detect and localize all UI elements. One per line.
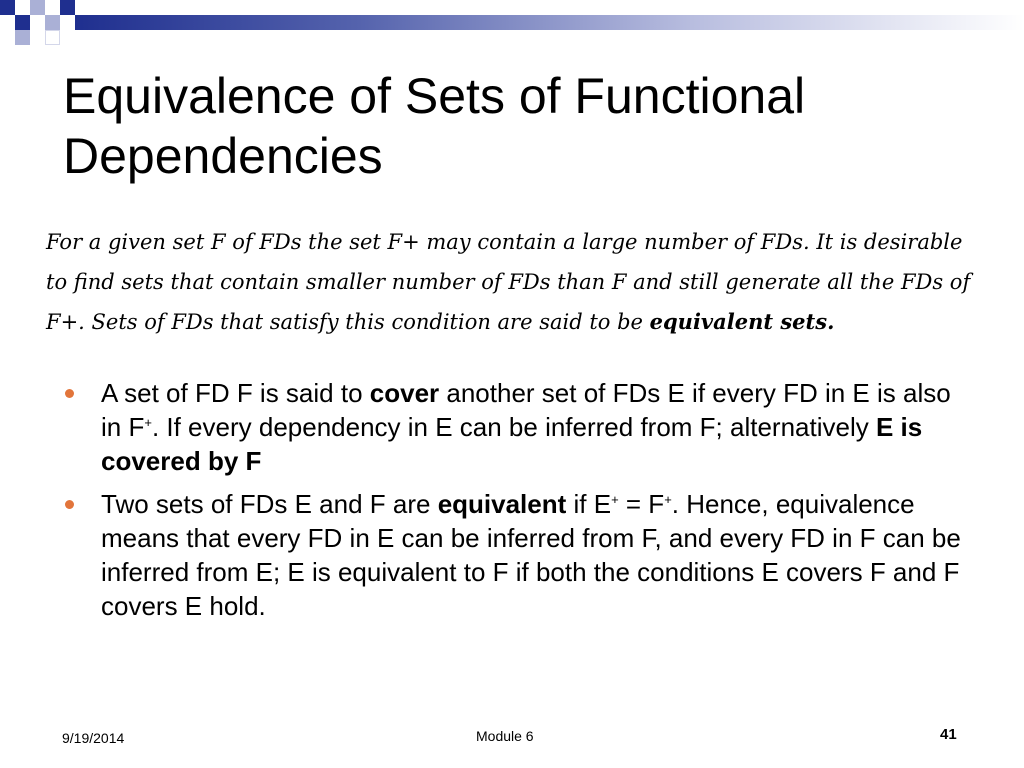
intro-emphasis: equivalent sets.: [649, 309, 835, 334]
footer-date: 9/19/2014: [62, 730, 125, 746]
bullet-text: . Hence, equivalence means that every FD in E can be inferred from F, and every FD in F can be inferred from E; E is equivalent to F if both the conditions E covers F and F covers E hold.: [101, 489, 961, 621]
bullet-item-equivalent: [62, 487, 962, 623]
bullet-icon: [65, 500, 74, 509]
bullet-text: if E: [566, 489, 612, 519]
bullet-bold-term: equivalent: [437, 489, 567, 519]
superscript-plus: +: [611, 492, 619, 507]
footer-page-number: 41: [940, 726, 957, 743]
decorative-square: [60, 0, 75, 15]
decorative-square: [30, 0, 45, 15]
decorative-square: [0, 0, 15, 15]
bullet-item-cover: [62, 376, 962, 478]
intro-paragraph: [46, 222, 976, 342]
superscript-plus: +: [144, 415, 152, 430]
intro-text: For a given set F of FDs the set F+ may contain a large number of FDs. It is desirable to find sets that contain smaller number of FDs than F and still generate all the FDs of F+. Sets of FDs that satisfy this condition are said to be: [46, 230, 971, 334]
bullet-text: Two sets of FDs E and F are: [101, 489, 438, 519]
bullet-list: [62, 376, 962, 632]
superscript-plus: +: [664, 492, 672, 507]
decorative-square: [15, 15, 30, 30]
header-gradient-bar: [75, 15, 1024, 30]
bullet-text: . If every dependency in E can be inferred from F; alternatively: [151, 412, 876, 442]
decorative-square: [45, 30, 60, 45]
decorative-square: [15, 30, 30, 45]
bullet-bold-term: E is covered by F: [101, 412, 923, 476]
bullet-icon: [65, 389, 74, 398]
bullet-text: another set of FDs E if every FD in E is also in F: [101, 378, 951, 442]
footer-module: Module 6: [476, 728, 534, 744]
bullet-text: = F: [618, 489, 665, 519]
bullet-text: A set of FD F is said to: [101, 378, 370, 408]
slide-title: Equivalence of Sets of Functional Dependencies: [63, 68, 806, 184]
decorative-square: [45, 15, 60, 30]
bullet-bold-term: cover: [369, 378, 440, 408]
